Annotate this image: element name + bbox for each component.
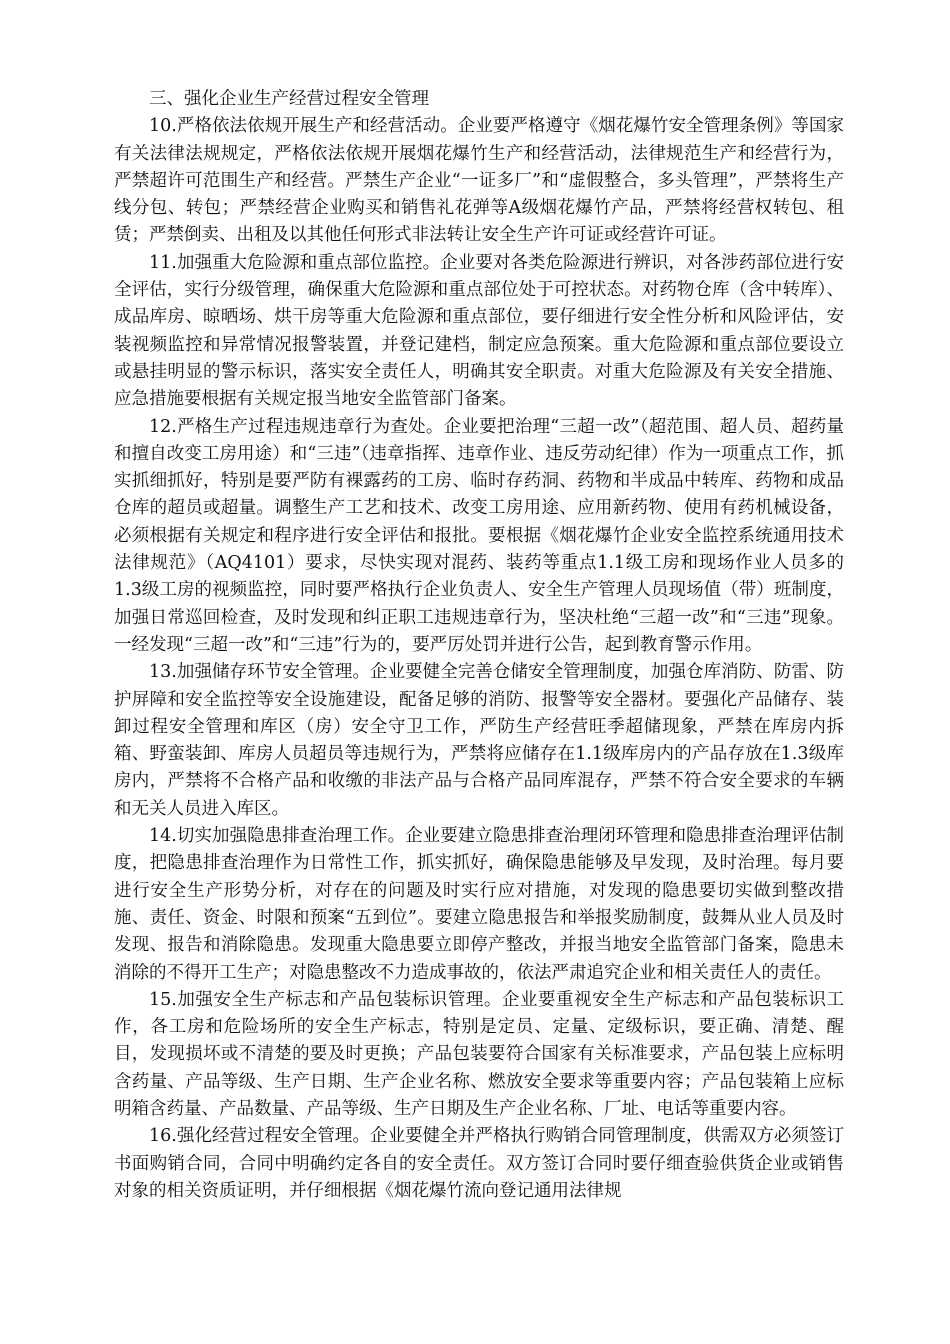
paragraph-16: 16.强化经营过程安全管理。企业要健全并严格执行购销合同管理制度，供需双方必须签订书面购销合同，合同中明确约定各自的安全责任。双方签订合同时要仔细查验供货企业或销售对象的相关资质证明，并仔细根据《烟花爆竹流向登记通用法律规 <box>114 1126 844 1201</box>
paragraph-10: 10.严格依法依规开展生产和经营活动。企业要严格遵守《烟花爆竹安全管理条例》等国家有关法律法规规定，严格依法依规开展烟花爆竹生产和经营活动，法律规范生产和经营行为，严禁超许可范围生产和经营。严禁生产企业“一证多厂”和“虚假整合，多头管理”，严禁将生产线分包、转包；严禁经营企业购买和销售礼花弹等A级烟花爆竹产品，严禁将经营权转包、租赁；严禁倒卖、出租及以其他任何形式非法转让安全生产许可证或经营许可证。 <box>114 116 844 246</box>
document-page <box>114 86 844 1205</box>
paragraph-15: 15.加强安全生产标志和产品包装标识管理。企业要重视安全生产标志和产品包装标识工作，各工房和危险场所的安全生产标志，特别是定员、定量、定级标识，要正确、清楚、醒目，发现损坏或不清楚的要及时更换；产品包装要符合国家有关标准要求，产品包装上应标明含药量、产品等级、生产日期、生产企业名称、燃放安全要求等重要内容；产品包装箱上应标明箱含药量、产品数量、产品等级、生产日期及生产企业名称、厂址、电话等重要内容。 <box>114 989 844 1119</box>
paragraph-12: 12.严格生产过程违规违章行为查处。企业要把治理“三超一改”（超范围、超人员、超药量和擅自改变工房用途）和“三违”（违章指挥、违章作业、违反劳动纪律）作为一项重点工作，抓实抓细抓好，特别是要严防有裸露药的工房、临时存药洞、药物和半成品中转库、药物和成品仓库的超员或超量。调整生产工艺和技术、改变工房用途、应用新药物、使用有药机械设备，必须根据有关规定和程序进行安全评估和报批。要根据《烟花爆竹企业安全监控系统通用技术法律规范》（AQ4101）要求，尽快实现对混药、装药等重点1.1级工房和现场作业人员多的1.3级工房的视频监控，同时要严格执行企业负责人、安全生产管理人员现场值（带）班制度，加强日常巡回检查，及时发现和纠正职工违规违章行为，坚决杜绝“三超一改”和“三违”现象。一经发现“三超一改”和“三违”行为的，要严厉处罚并进行公告，起到教育警示作用。 <box>114 416 844 655</box>
paragraph-14: 14.切实加强隐患排查治理工作。企业要建立隐患排查治理闭环管理和隐患排查治理评估制度，把隐患排查治理作为日常性工作，抓实抓好，确保隐患能够及早发现，及时治理。每月要进行安全生产形势分析，对存在的问题及时实行应对措施，对发现的隐患要切实做到整改措施、责任、资金、时限和预案“五到位”。要建立隐患报告和举报奖励制度，鼓舞从业人员及时发现、报告和消除隐患。发现重大隐患要立即停产整改，并报当地安全监管部门备案，隐患未消除的不得开工生产；对隐患整改不力造成事故的，依法严肃追究企业和相关责任人的责任。 <box>114 826 844 983</box>
section-heading: 三、强化企业生产经营过程安全管理 <box>149 89 429 109</box>
paragraph-13: 13.加强储存环节安全管理。企业要健全完善仓储安全管理制度，加强仓库消防、防雷、防护屏障和安全监控等安全设施建设，配备足够的消防、报警等安全器材。要强化产品储存、装卸过程安全管理和库区（房）安全守卫工作，严防生产经营旺季超储现象，严禁在库房内拆箱、野蛮装卸、库房人员超员等违规行为，严禁将应储存在1.1级库房内的产品存放在1.3级库房内，严禁将不合格产品和收缴的非法产品与合格产品同库混存，严禁不符合安全要求的车辆和无关人员进入库区。 <box>114 662 844 819</box>
paragraph-11: 11.加强重大危险源和重点部位监控。企业要对各类危险源进行辨识，对各涉药部位进行安全评估，实行分级管理，确保重大危险源和重点部位处于可控状态。对药物仓库（含中转库）、成品库房、晾晒场、烘干房等重大危险源和重点部位，要仔细进行安全性分析和风险评估，安装视频监控和异常情况报警装置，并登记建档，制定应急预案。重大危险源和重点部位要设立或悬挂明显的警示标识，落实安全责任人，明确其安全职责。对重大危险源及有关安全措施、应急措施要根据有关规定报当地安全监管部门备案。 <box>114 252 844 410</box>
